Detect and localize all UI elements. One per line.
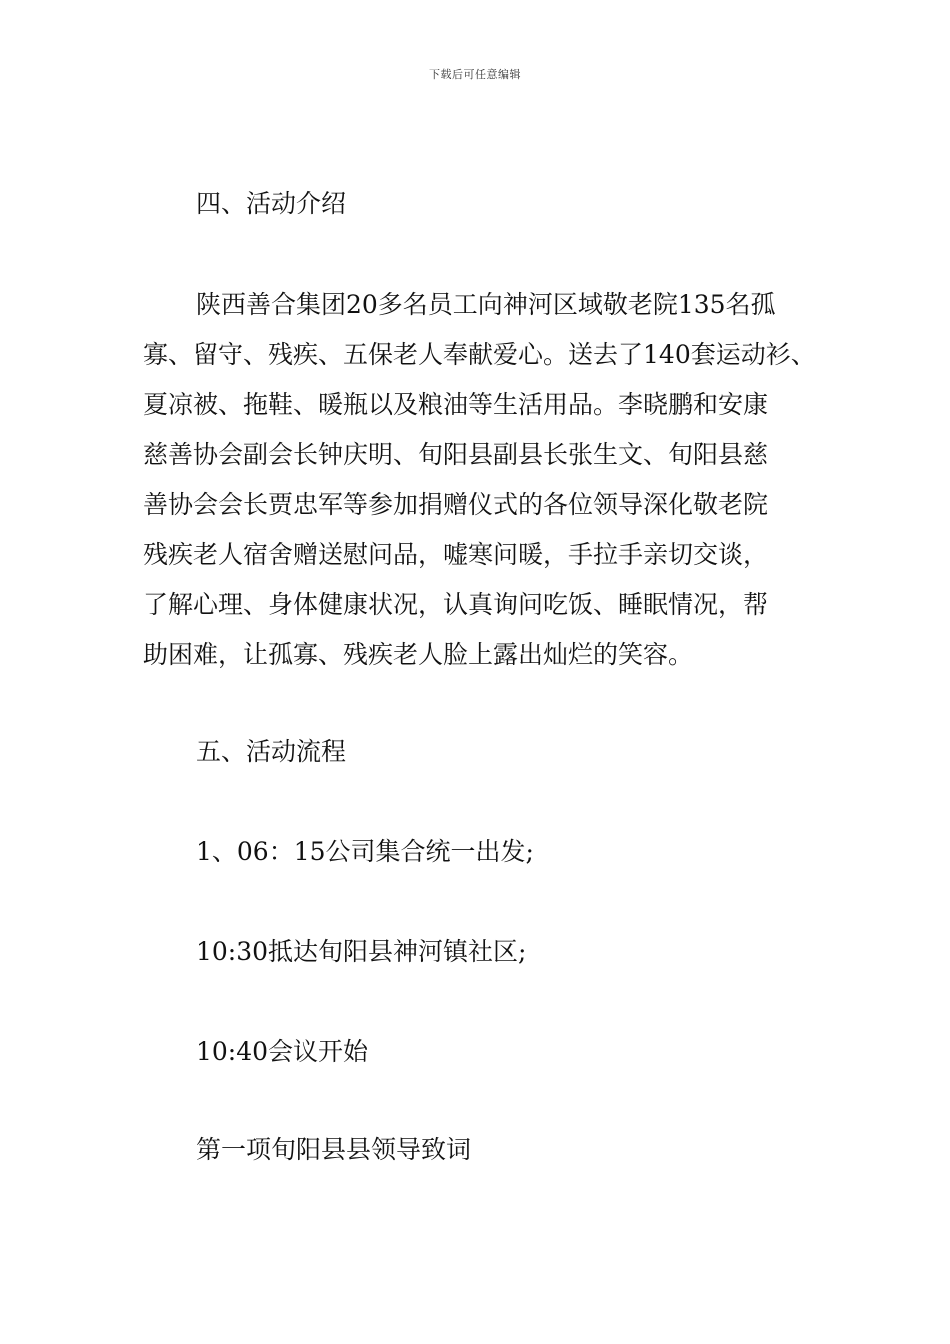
- page-header: 下载后可任意编辑: [429, 68, 521, 81]
- paragraph-line: 助困难，让孤寡、残疾老人脸上露出灿烂的笑容。: [143, 640, 694, 669]
- paragraph-line: 夏凉被、拖鞋、暖瓶以及粮油等生活用品。李晓鹏和安康: [143, 390, 769, 419]
- schedule-item: 10:40会议开始: [196, 1037, 369, 1066]
- paragraph-line: 寡、留守、残疾、五保老人奉献爱心。送去了140套运动衫、: [143, 340, 816, 369]
- paragraph-line: 了解心理、身体健康状况，认真询问吃饭、睡眠情况，帮: [143, 590, 769, 619]
- paragraph-line: 陕西善合集团20多名员工向神河区域敬老院135名孤: [196, 290, 776, 319]
- paragraph-line: 善协会会长贾忠军等参加捐赠仪式的各位领导深化敬老院: [143, 490, 769, 519]
- section-4-title: 四、活动介绍: [196, 189, 347, 218]
- schedule-item: 10:30抵达旬阳县神河镇社区;: [196, 937, 527, 966]
- section-5-title: 五、活动流程: [196, 737, 347, 766]
- paragraph-line: 残疾老人宿舍赠送慰问品，嘘寒问暖，手拉手亲切交谈，: [143, 540, 769, 569]
- schedule-item: 1、06：15公司集合统一出发;: [196, 837, 534, 866]
- schedule-item: 第一项旬阳县县领导致词: [196, 1135, 472, 1164]
- paragraph-line: 慈善协会副会长钟庆明、旬阳县副县长张生文、旬阳县慈: [143, 440, 769, 469]
